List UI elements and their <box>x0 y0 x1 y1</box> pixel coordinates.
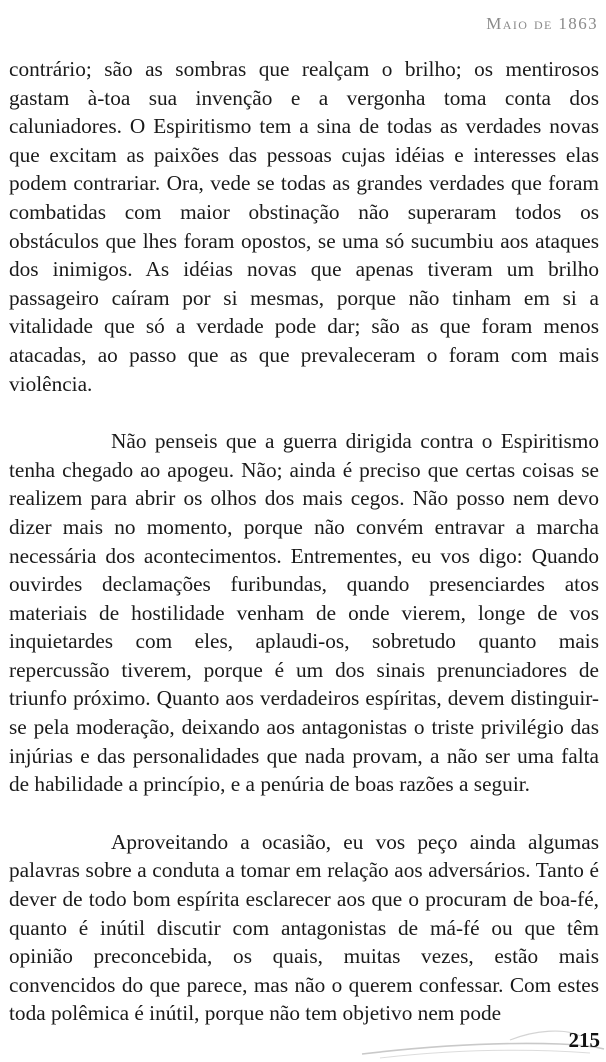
paragraph-1: contrário; são as sombras que realçam o brilho; os mentirosos gastam à-toa sua invenção e a vergonha toma conta dos caluniadores. O Espiritismo tem a sina de todas as verdades novas que excitam as paixões das pessoas cujas idéias e interesses elas podem contrariar. Ora, vede se todas as grandes verdades que foram combatidas com maior obstinação não superaram todos os obstáculos que lhes foram opostos, se uma só sucumbiu aos ataques dos inimigos. As idéias novas que apenas tiveram um brilho passageiro caíram por si mesmas, porque não tinham em si a vitalidade que só a verdade pode dar; são as que foram menos atacadas, ao passo que as que prevaleceram o foram com mais violência. <box>9 57 599 396</box>
body-text <box>9 55 599 1028</box>
page-number: 215 <box>568 1028 600 1052</box>
running-head: Maio de 1863 <box>486 14 598 33</box>
paragraph-2: Não penseis que a guerra dirigida contra o Espiritismo tenha chegado ao apogeu. Não; ainda é preciso que certas coisas se realizem para abrir os olhos dos mais cegos. Não posso nem devo dizer mais no momento, porque não convém entravar a marcha necessária dos acontecimentos. Entrementes, eu vos digo: Quando ouvirdes declamações furibundas, quando presenciardes atos materiais de hostilidade venham de onde vierem, longe de vos inquietardes com eles, aplaudi-os, sobretudo quanto mais repercussão tiverem, porque é um dos sinais prenunciadores de triunfo próximo. Quanto aos verdadeiros espíritas, devem distinguir-se pela moderação, deixando aos antagonistas o triste privilégio das injúrias e das personalidades que nada provam, a não ser uma falta de habilidade a princípio, e a penúria de boas razões a seguir. <box>9 429 599 797</box>
paragraph-3: Aproveitando a ocasião, eu vos peço ainda algumas palavras sobre a conduta a tomar em relação aos adversários. Tanto é dever de todo bom espírita esclarecer aos que o procuram de boa-fé, quanto é inútil discutir com antagonistas de má-fé ou que têm opinião preconcebida, os quais, muitas vezes, estão mais convencidos do que parece, mas não o querem confessar. Com estes toda polêmica é inútil, porque não tem objetivo nem pode <box>9 829 599 1026</box>
